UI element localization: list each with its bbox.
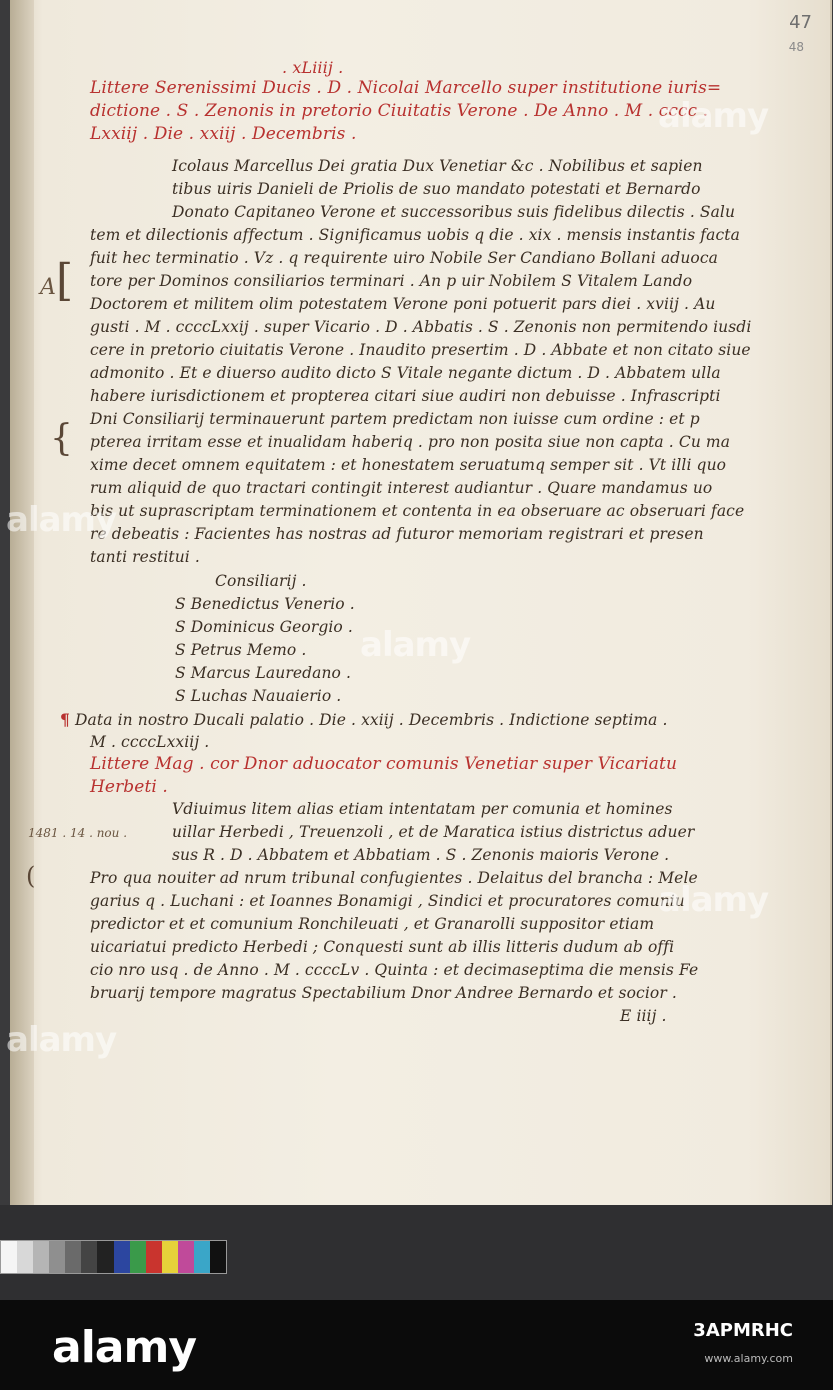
- consiliarius-name: S Dominicus Georgio .: [175, 618, 353, 636]
- consiliarii-heading: Consiliarij .: [215, 572, 307, 590]
- folio-number: 47: [789, 12, 812, 33]
- text-line: habere iurisdictionem et propterea citari siue audiri non debuisse . Infrascripti: [90, 387, 721, 405]
- margin-letter: A: [40, 275, 56, 300]
- rubric-line: Littere Serenissimi Ducis . D . Nicolai Marcello super institutione iuris=: [90, 78, 722, 98]
- text-line: rum aliquid de quo tractari contingit interest audiantur . Quare mandamus uo: [90, 479, 713, 497]
- margin-bracket-icon: [: [56, 255, 74, 306]
- text-line: garius q . Luchani : et Ioannes Bonamigi , Sindici et procuratores comuniu: [90, 892, 685, 910]
- text-line: Icolaus Marcellus Dei gratia Dux Venetiar &c . Nobilibus et sapien: [172, 157, 703, 175]
- watermark: alamy: [6, 500, 117, 540]
- text-line: pterea irritam esse et inualidam haberiq . pro non posita siue non capta . Cu ma: [90, 433, 731, 451]
- catchword: E iiij .: [620, 1007, 667, 1025]
- margin-bracket-icon: {: [50, 418, 73, 459]
- brand-logo: alamy: [52, 1322, 196, 1373]
- text-line: tore per Dominos consiliarios terminari . An p uir Nobilem S Vitalem Lando: [90, 272, 693, 290]
- consiliarius-name: S Luchas Nauaierio .: [175, 687, 342, 705]
- text-line: re debeatis : Facientes has nostras ad futuror memoriam registrari et presen: [90, 525, 704, 543]
- rubric-line: Herbeti .: [90, 777, 168, 797]
- text-line: xime decet omnem equitatem : et honestatem seruatumq semper sit . Vt illi quo: [90, 456, 727, 474]
- text-line: Dni Consiliarij terminauerunt partem predictam non iuisse cum ordine : et p: [90, 410, 700, 428]
- text-line: bis ut suprascriptam terminationem et contenta in ea obseruare ac obseruari face: [90, 502, 745, 520]
- watermark: alamy: [658, 96, 769, 136]
- text-line: tibus uiris Danieli de Priolis de suo mandato potestati et Bernardo: [172, 180, 701, 198]
- stock-footer: [0, 1300, 833, 1390]
- site-url[interactable]: www.alamy.com: [704, 1352, 793, 1365]
- parchment-page: [6, 0, 830, 1205]
- date-line: M . ccccLxxiij .: [90, 733, 210, 751]
- folio-number-secondary: 48: [788, 40, 804, 54]
- color-calibration-bar: [0, 1240, 227, 1274]
- text-line: cere in pretorio ciuitatis Verone . Inaudito presertim . D . Abbate et non citato siue: [90, 341, 751, 359]
- text-line: uillar Herbedi , Treuenzoli , et de Maratica istius districtus aduer: [172, 823, 695, 841]
- text-line: sus R . D . Abbatem et Abbatiam . S . Zenonis maioris Verone .: [172, 846, 670, 864]
- text-line: Vdiuimus litem alias etiam intentatam per comunia et homines: [172, 800, 673, 818]
- text-line: cio nro usq . de Anno . M . ccccLv . Quinta : et decimaseptima die mensis Fe: [90, 961, 699, 979]
- text-line: admonito . Et e diuerso audito dicto S Vitale negante dictum . D . Abbatem ulla: [90, 364, 721, 382]
- text-line: Doctorem et militem olim potestatem Verone poni potuerit pars diei . xviij . Au: [90, 295, 716, 313]
- margin-bracket-icon: (: [26, 862, 36, 890]
- text-line: tem et dilectionis affectum . Significamus uobis q die . xix . mensis instantis facta: [90, 226, 740, 244]
- rubric-line: Lxxiij . Die . xxiij . Decembris .: [90, 124, 357, 144]
- text-line: gusti . M . ccccLxxij . super Vicario . D . Abbatis . S . Zenonis non permitendo iusdi: [90, 318, 752, 336]
- rubric-line: Littere Mag . cor Dnor aduocator comunis Venetiar super Vicariatu: [90, 754, 678, 774]
- text-line: Pro qua nouiter ad nrum tribunal confugientes . Delaitus del brancha : Mele: [90, 869, 698, 887]
- consiliarius-name: S Marcus Lauredano .: [175, 664, 352, 682]
- text-line: fuit hec terminatio . Vz . q requirente uiro Nobile Ser Candiano Bollani aduoca: [90, 249, 718, 267]
- date-line: ¶ Data in nostro Ducali palatio . Die . xxiij . Decembris . Indictione septima .: [60, 710, 668, 729]
- watermark: alamy: [6, 1020, 117, 1060]
- consiliarius-name: S Benedictus Venerio .: [175, 595, 355, 613]
- pilcrow-icon: ¶: [60, 710, 70, 729]
- watermark: alamy: [658, 880, 769, 920]
- text-line: predictor et et comunium Ronchileuati , et Granarolli suppositor etiam: [90, 915, 655, 933]
- consiliarius-name: S Petrus Memo .: [175, 641, 307, 659]
- text-line: Donato Capitaneo Verone et successoribus suis fidelibus dilectis . Salu: [172, 203, 736, 221]
- rubric-line: dictione . S . Zenonis in pretorio Ciuitatis Verone . De Anno . M . cccc .: [90, 101, 709, 121]
- watermark: alamy: [360, 625, 471, 665]
- text-line: uicariatui predicto Herbedi ; Conquesti sunt ab illis litteris dudum ab offi: [90, 938, 675, 956]
- image-code: 3APMRHC: [693, 1320, 793, 1341]
- text-line: tanti restitui .: [90, 548, 200, 566]
- section-heading: . xLiiij .: [282, 58, 344, 77]
- margin-date-note: 1481 . 14 . nou .: [28, 826, 128, 840]
- text-line: bruarij tempore magratus Spectabilium Dnor Andree Bernardo et socior .: [90, 984, 677, 1002]
